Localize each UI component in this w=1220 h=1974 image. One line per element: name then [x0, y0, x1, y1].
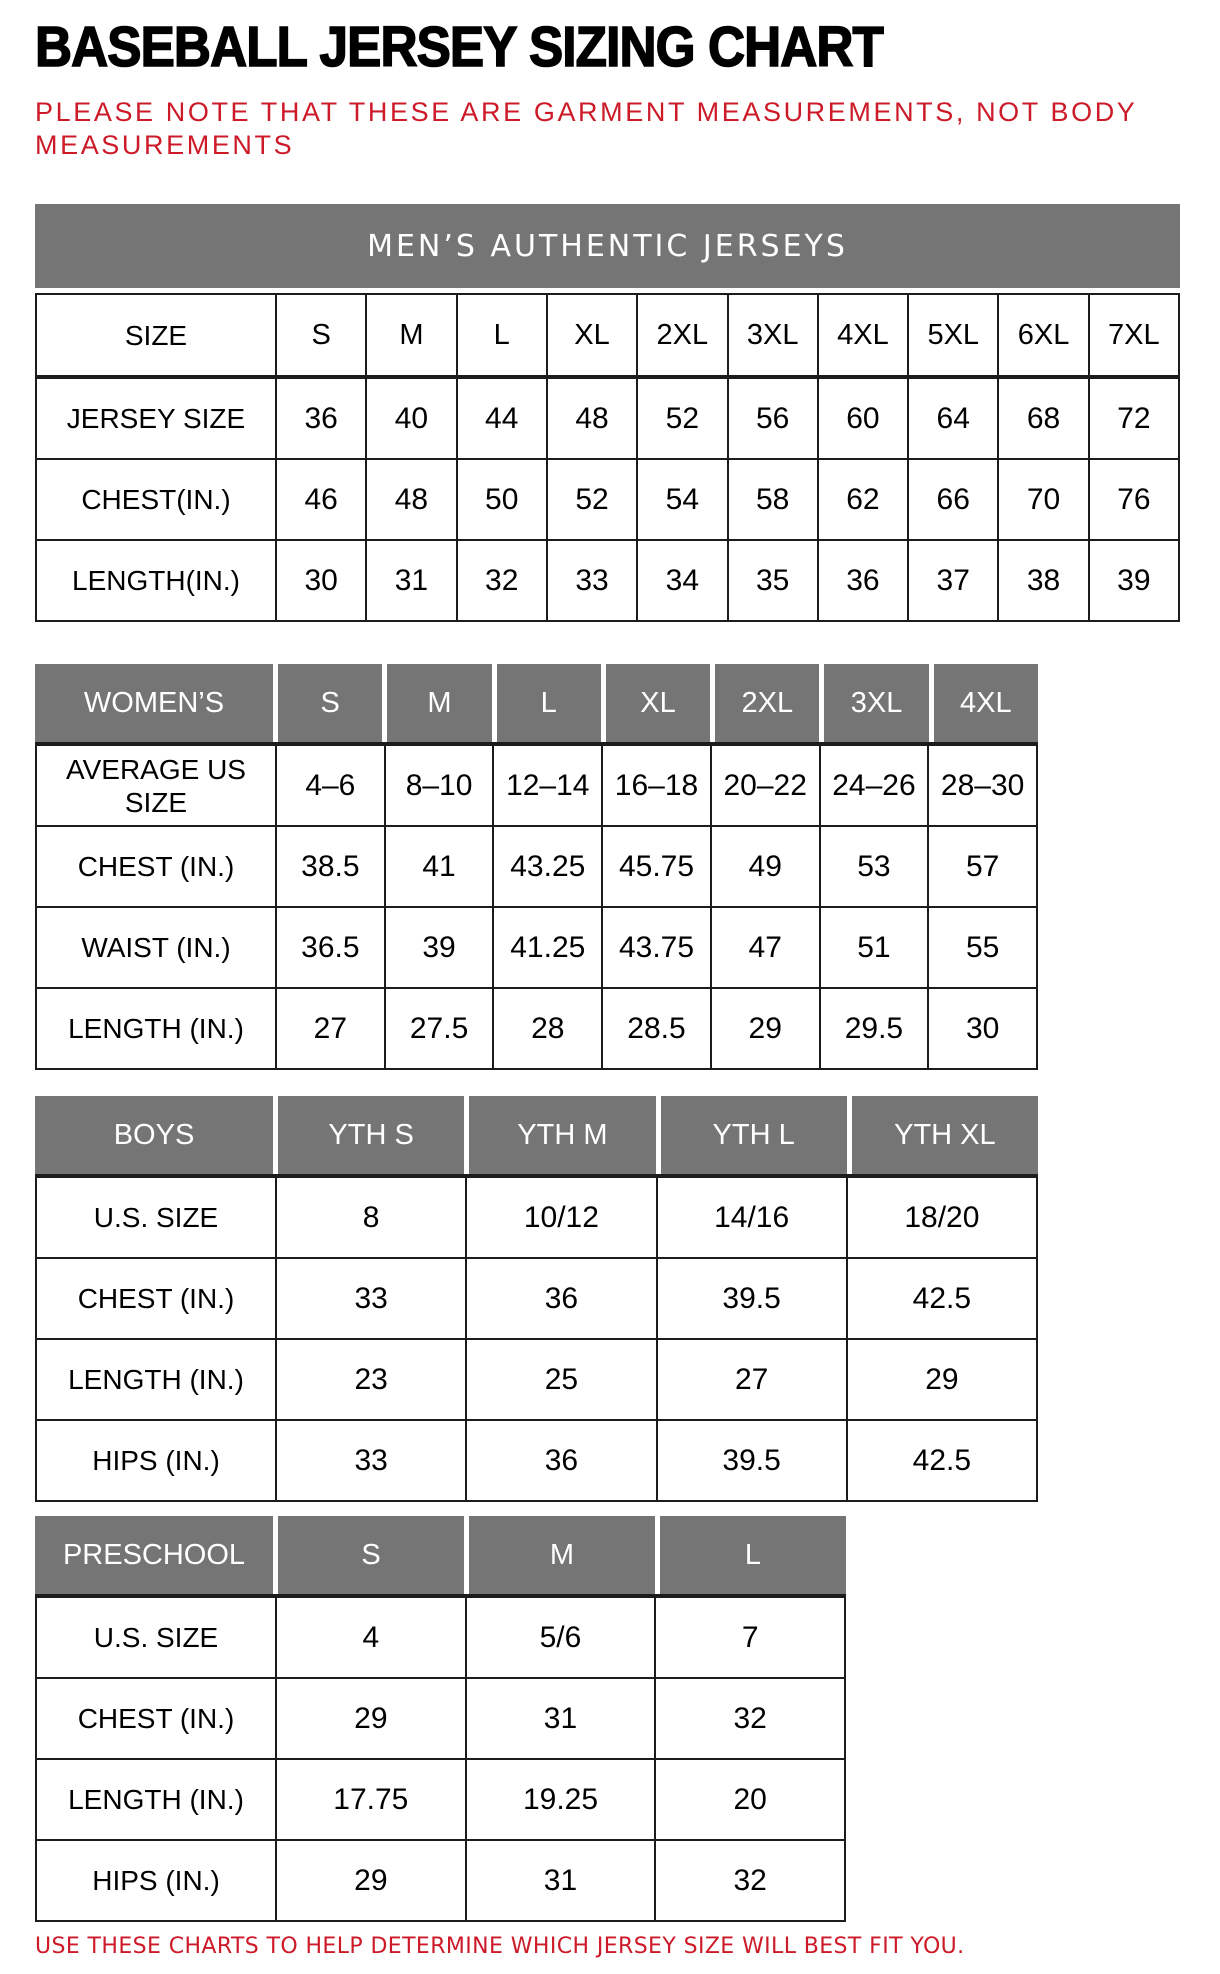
row-label: LENGTH (IN.) — [68, 1013, 244, 1044]
table-row — [37, 746, 1036, 825]
table-title-cell: PRESCHOOL — [35, 1516, 273, 1594]
row-label: LENGTH (IN.) — [68, 1364, 244, 1395]
size-value: 49 — [710, 827, 819, 906]
table-row — [37, 1338, 1036, 1419]
size-value: 7 — [654, 1598, 844, 1677]
size-value: 31 — [465, 1679, 655, 1758]
size-value: 17.75 — [275, 1760, 465, 1839]
column-header: 3XL — [819, 664, 928, 742]
size-value: 23 — [275, 1340, 465, 1419]
size-value: 54 — [636, 460, 726, 539]
table-banner: MEN’S AUTHENTIC JERSEYS — [35, 204, 1180, 288]
size-value: 16–18 — [601, 746, 710, 825]
size-value: 30 — [275, 541, 365, 620]
size-value: 38.5 — [275, 827, 384, 906]
size-value: 47 — [710, 908, 819, 987]
header-row — [35, 664, 1038, 742]
size-value: 33 — [275, 1259, 465, 1338]
size-value: 50 — [456, 460, 546, 539]
table-title-cell: SIZE — [124, 319, 188, 351]
header-row — [35, 1516, 846, 1594]
column-header: M — [382, 664, 491, 742]
size-value: 32 — [654, 1679, 844, 1758]
header-row — [35, 1096, 1038, 1174]
size-value: 70 — [997, 460, 1087, 539]
size-value: 34 — [636, 541, 726, 620]
column-header: 6XL — [997, 295, 1087, 375]
size-value: 27 — [656, 1340, 846, 1419]
column-header: XL — [601, 664, 710, 742]
row-label: CHEST(IN.) — [81, 484, 231, 515]
column-header: XL — [546, 295, 636, 375]
size-value: 29.5 — [819, 989, 928, 1068]
page-title: BASEBALL JERSEY SIZING CHART — [35, 15, 883, 79]
header-row — [35, 293, 1180, 375]
row-label: U.S. SIZE — [93, 1622, 219, 1653]
size-value: 33 — [275, 1421, 465, 1500]
garment-measurements-note: PLEASE NOTE THAT THESE ARE GARMENT MEASUREMENTS, NOT BODY MEASUREMENTS — [35, 97, 1137, 160]
womens-sizing-table — [35, 664, 1038, 1070]
size-value: 8–10 — [384, 746, 493, 825]
size-value: 4–6 — [275, 746, 384, 825]
column-header: 7XL — [1088, 295, 1178, 375]
size-value: 24–26 — [819, 746, 928, 825]
table-row — [37, 1598, 844, 1677]
column-header: L — [492, 664, 601, 742]
size-value: 39.5 — [656, 1421, 846, 1500]
size-value: 55 — [927, 908, 1036, 987]
row-label: AVERAGE US SIZE — [66, 753, 246, 818]
preschool-sizing-table — [35, 1516, 846, 1922]
size-value: 66 — [907, 460, 997, 539]
size-value: 28–30 — [927, 746, 1036, 825]
size-value: 29 — [846, 1340, 1036, 1419]
column-header: YTH XL — [847, 1096, 1038, 1174]
size-value: 42.5 — [846, 1421, 1036, 1500]
column-header: M — [464, 1516, 655, 1594]
column-header: S — [273, 1516, 464, 1594]
boys-sizing-table — [35, 1096, 1038, 1502]
size-value: 4 — [275, 1598, 465, 1677]
size-value: 39 — [384, 908, 493, 987]
size-value: 27.5 — [384, 989, 493, 1068]
table-row — [37, 458, 1178, 539]
size-value: 58 — [727, 460, 817, 539]
table-row — [37, 1758, 844, 1839]
size-value: 19.25 — [465, 1760, 655, 1839]
size-value: 44 — [456, 379, 546, 458]
size-value: 56 — [727, 379, 817, 458]
row-label: U.S. SIZE — [93, 1202, 219, 1233]
size-value: 41 — [384, 827, 493, 906]
table-body — [35, 742, 1038, 1070]
size-value: 43.75 — [601, 908, 710, 987]
row-label: CHEST (IN.) — [77, 1703, 235, 1734]
table-body — [35, 1594, 846, 1922]
row-label: HIPS (IN.) — [92, 1445, 220, 1476]
size-value: 20–22 — [710, 746, 819, 825]
size-value: 20 — [654, 1760, 844, 1839]
row-label: WAIST (IN.) — [81, 932, 231, 963]
size-value: 60 — [817, 379, 907, 458]
row-label: CHEST (IN.) — [77, 851, 235, 882]
size-value: 39.5 — [656, 1259, 846, 1338]
table-title-cell: BOYS — [35, 1096, 273, 1174]
column-header: S — [275, 295, 365, 375]
size-value: 32 — [456, 541, 546, 620]
size-value: 18/20 — [846, 1178, 1036, 1257]
column-header: YTH S — [273, 1096, 464, 1174]
size-value: 39 — [1088, 541, 1178, 620]
size-value: 46 — [275, 460, 365, 539]
footer-note: USE THESE CHARTS TO HELP DETERMINE WHICH JERSEY SIZE WILL BEST FIT YOU. — [35, 1934, 965, 1959]
size-value: 40 — [365, 379, 455, 458]
column-header: 3XL — [727, 295, 817, 375]
size-value: 42.5 — [846, 1259, 1036, 1338]
table-row — [37, 825, 1036, 906]
size-value: 57 — [927, 827, 1036, 906]
size-value: 68 — [997, 379, 1087, 458]
column-header: 2XL — [636, 295, 726, 375]
table-body — [35, 375, 1180, 622]
size-value: 8 — [275, 1178, 465, 1257]
table-row — [37, 987, 1036, 1068]
row-label: CHEST (IN.) — [77, 1283, 235, 1314]
row-label: HIPS (IN.) — [92, 1865, 220, 1896]
size-value: 51 — [819, 908, 928, 987]
size-value: 29 — [275, 1841, 465, 1920]
size-value: 32 — [654, 1841, 844, 1920]
size-value: 5/6 — [465, 1598, 655, 1677]
size-value: 43.25 — [492, 827, 601, 906]
size-value: 25 — [465, 1340, 655, 1419]
table-row — [37, 1178, 1036, 1257]
row-label: JERSEY SIZE — [66, 403, 246, 434]
table-body — [35, 1174, 1038, 1502]
table-row — [37, 539, 1178, 620]
row-label: LENGTH(IN.) — [72, 565, 240, 596]
size-value: 29 — [275, 1679, 465, 1758]
size-value: 28.5 — [601, 989, 710, 1068]
column-header: YTH L — [656, 1096, 847, 1174]
size-value: 10/12 — [465, 1178, 655, 1257]
column-header: L — [655, 1516, 846, 1594]
size-value: 48 — [546, 379, 636, 458]
size-value: 36 — [817, 541, 907, 620]
size-value: 31 — [365, 541, 455, 620]
mens-sizing-table — [35, 204, 1180, 622]
size-value: 29 — [710, 989, 819, 1068]
size-value: 27 — [275, 989, 384, 1068]
column-header: L — [456, 295, 546, 375]
size-value: 38 — [997, 541, 1087, 620]
row-label: LENGTH (IN.) — [68, 1784, 244, 1815]
size-value: 62 — [817, 460, 907, 539]
size-value: 45.75 — [601, 827, 710, 906]
size-value: 36 — [465, 1259, 655, 1338]
table-row — [37, 1257, 1036, 1338]
table-row — [37, 1419, 1036, 1500]
size-value: 76 — [1088, 460, 1178, 539]
size-value: 14/16 — [656, 1178, 846, 1257]
column-header: 4XL — [817, 295, 907, 375]
size-value: 48 — [365, 460, 455, 539]
size-value: 37 — [907, 541, 997, 620]
column-header: M — [365, 295, 455, 375]
table-row — [37, 1677, 844, 1758]
table-row — [37, 379, 1178, 458]
size-value: 36 — [465, 1421, 655, 1500]
size-value: 52 — [636, 379, 726, 458]
size-value: 41.25 — [492, 908, 601, 987]
size-value: 64 — [907, 379, 997, 458]
size-value: 33 — [546, 541, 636, 620]
size-value: 12–14 — [492, 746, 601, 825]
size-value: 72 — [1088, 379, 1178, 458]
column-header: 5XL — [907, 295, 997, 375]
size-value: 36.5 — [275, 908, 384, 987]
column-header: YTH M — [464, 1096, 655, 1174]
size-value: 52 — [546, 460, 636, 539]
size-value: 35 — [727, 541, 817, 620]
column-header: 4XL — [929, 664, 1038, 742]
table-row — [37, 1839, 844, 1920]
size-value: 36 — [275, 379, 365, 458]
column-header: 2XL — [710, 664, 819, 742]
column-header: S — [273, 664, 382, 742]
size-value: 28 — [492, 989, 601, 1068]
size-value: 30 — [927, 989, 1036, 1068]
size-value: 53 — [819, 827, 928, 906]
table-title-cell: WOMEN’S — [35, 664, 273, 742]
table-row — [37, 906, 1036, 987]
size-value: 31 — [465, 1841, 655, 1920]
